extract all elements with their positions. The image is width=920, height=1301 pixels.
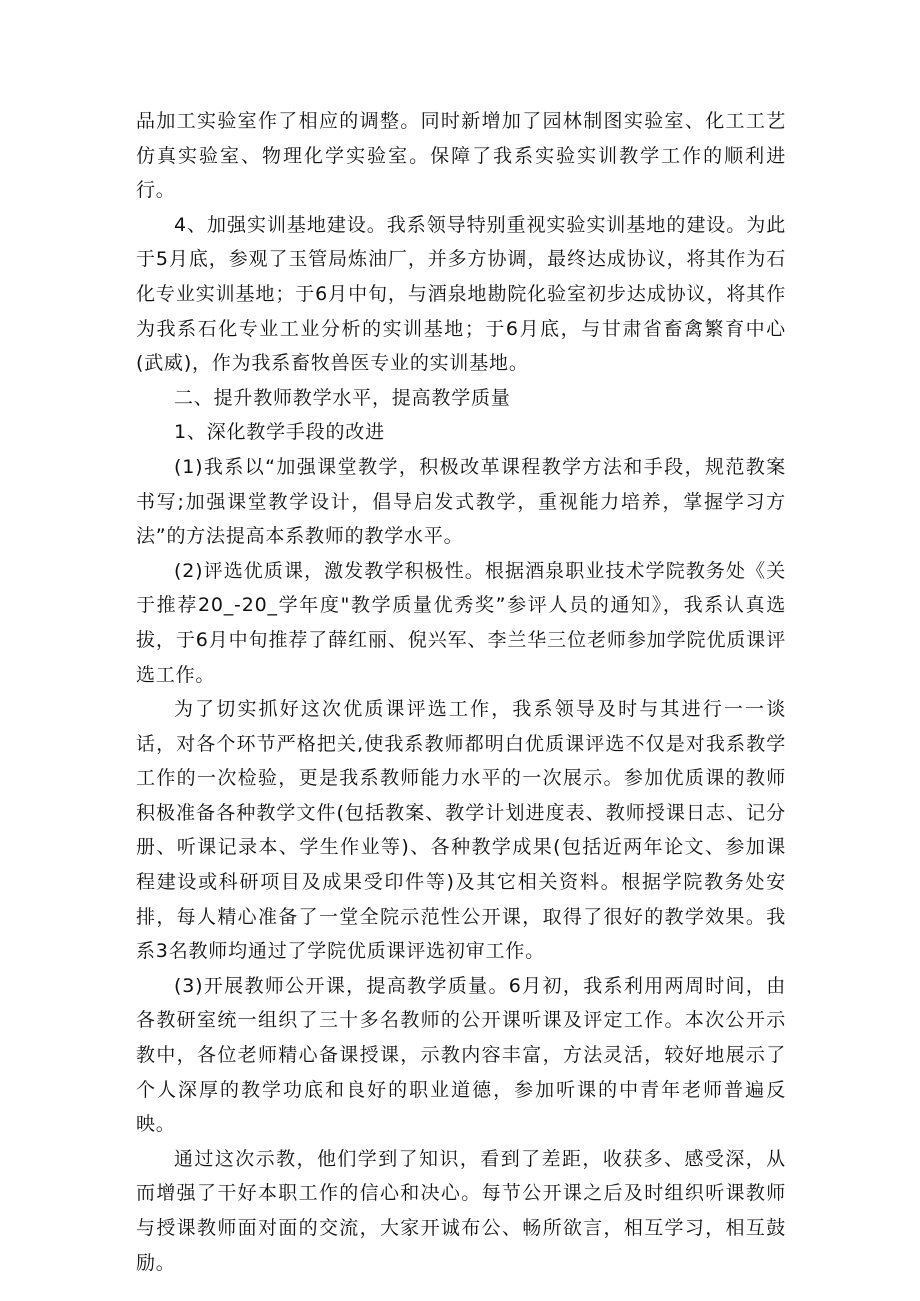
paragraph-item-1: (1)我系以“加强课堂教学，积极改革课程教学方法和手段，规范教案书写;加强课堂教学设计，倡导启发式教学，重视能力培养，掌握学习方法”的方法提高本系教师的教学水平。 bbox=[136, 455, 786, 548]
paragraph-continuation: 品加工实验室作了相应的调整。同时新增加了园林制图实验室、化工工艺仿真实验室、物理化学实验室。保障了我系实验实训教学工作的顺利进行。 bbox=[136, 110, 786, 202]
section-heading-teaching-level: 二、提升教师教学水平，提高教学质量 bbox=[174, 386, 511, 409]
document-body bbox=[136, 104, 786, 1280]
subsection-heading-teaching-methods: 1、深化教学手段的改进 bbox=[174, 421, 385, 444]
paragraph-demonstration-outcome: 通过这次示教，他们学到了知识，看到了差距，收获多、感受深，从而增强了干好本职工作的信心和决心。每节公开课之后及时组织听课教师与授课教师面对面的交流，大家开诚布公、畅所欲言，相互学习，相互鼓励。 bbox=[136, 1147, 786, 1274]
paragraph-training-base: 4、加强实训基地建设。我系领导特别重视实验实训基地的建设。为此于5月底，参观了玉管局炼油厂，并多方协调，最终达成协议，将其作为石化专业实训基地；于6月中旬，与酒泉地勘院化验室初步达成协议，将其作为我系石化专业工业分析的实训基地；于6月底，与甘肃省畜禽繁育中心(武威)，作为我系畜牧兽医专业的实训基地。 bbox=[136, 213, 786, 375]
paragraph-quality-course-selection: 为了切实抓好这次优质课评选工作，我系领导及时与其进行一一谈话，对各个环节严格把关,使我系教师都明白优质课评选不仅是对我系教学工作的一次检验，更是我系教师能力水平的一次展示。参加优质课的教师积极准备各种教学文件(包括教案、教学计划进度表、教师授课日志、记分册、听课记录本、学生作业等)、各种教学成果(包括近两年论文、参加课程建设或科研项目及成果受印件等)及其它相关资料。根据学院教务处安排，每人精心准备了一堂全院示范性公开课，取得了很好的教学效果。我系3名教师均通过了学院优质课评选初审工作。 bbox=[136, 698, 786, 963]
paragraph-item-2: (2)评选优质课，激发教学积极性。根据酒泉职业技术学院教务处《关于推荐20_-20_学年度"教学质量优秀奖”参评人员的通知》，我系认真选拔，于6月中旬推荐了薛红丽、倪兴军、李兰华三位老师参加学院优质课评选工作。 bbox=[136, 559, 786, 686]
paragraph-item-3: (3)开展教师公开课，提高教学质量。6月初，我系利用两周时间，由各教研室统一组织了三十多名教师的公开课听课及评定工作。本次公开示教中，各位老师精心备课授课，示教内容丰富，方法灵活，较好地展示了个人深厚的教学功底和良好的职业道德，参加听课的中青年老师普遍反映。 bbox=[136, 974, 786, 1136]
